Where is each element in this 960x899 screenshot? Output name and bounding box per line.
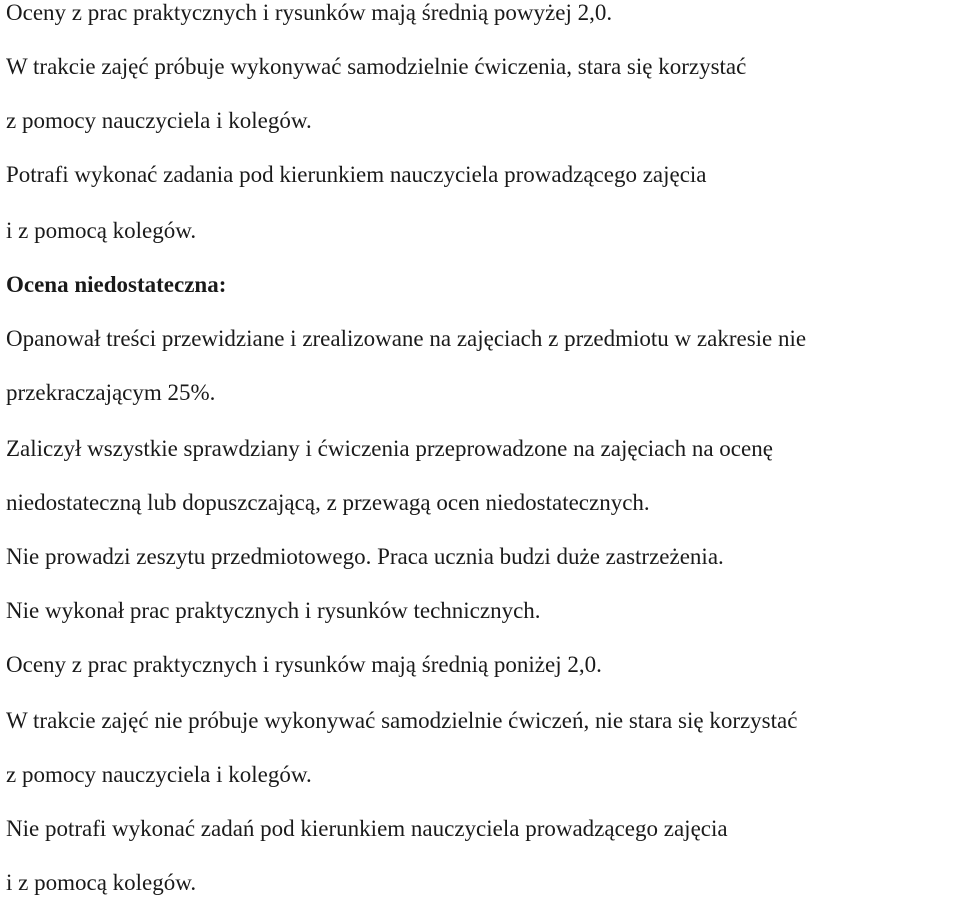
text-line: Zaliczył wszystkie sprawdziany i ćwiczenia przeprowadzone na zajęciach na ocenę bbox=[6, 436, 773, 461]
text-line: z pomocy nauczyciela i kolegów. bbox=[6, 762, 312, 787]
text-line: Nie potrafi wykonać zadań pod kierunkiem nauczyciela prowadzącego zajęcia bbox=[6, 816, 728, 841]
text-line: i z pomocą kolegów. bbox=[6, 870, 197, 895]
text-line: z pomocy nauczyciela i kolegów. bbox=[6, 108, 312, 133]
text-line: W trakcie zajęć nie próbuje wykonywać samodzielnie ćwiczeń, nie stara się korzystać bbox=[6, 708, 798, 733]
text-line: Opanował treści przewidziane i zrealizowane na zajęciach z przedmiotu w zakresie nie bbox=[6, 326, 807, 351]
text-line: Oceny z prac praktycznych i rysunków mają średnią powyżej 2,0. bbox=[6, 0, 613, 25]
section-heading-ocena-niedostateczna: Ocena niedostateczna: bbox=[6, 272, 227, 297]
text-line: przekraczającym 25%. bbox=[6, 380, 216, 405]
text-line: Nie wykonał prac praktycznych i rysunków technicznych. bbox=[6, 598, 541, 623]
text-line: Potrafi wykonać zadania pod kierunkiem nauczyciela prowadzącego zajęcia bbox=[6, 162, 707, 187]
text-line: niedostateczną lub dopuszczającą, z przewagą ocen niedostatecznych. bbox=[6, 490, 650, 515]
text-line: i z pomocą kolegów. bbox=[6, 218, 197, 243]
text-line: W trakcie zajęć próbuje wykonywać samodzielnie ćwiczenia, stara się korzystać bbox=[6, 54, 747, 79]
text-line: Oceny z prac praktycznych i rysunków mają średnią poniżej 2,0. bbox=[6, 652, 602, 677]
text-line: Nie prowadzi zeszytu przedmiotowego. Praca ucznia budzi duże zastrzeżenia. bbox=[6, 544, 724, 569]
